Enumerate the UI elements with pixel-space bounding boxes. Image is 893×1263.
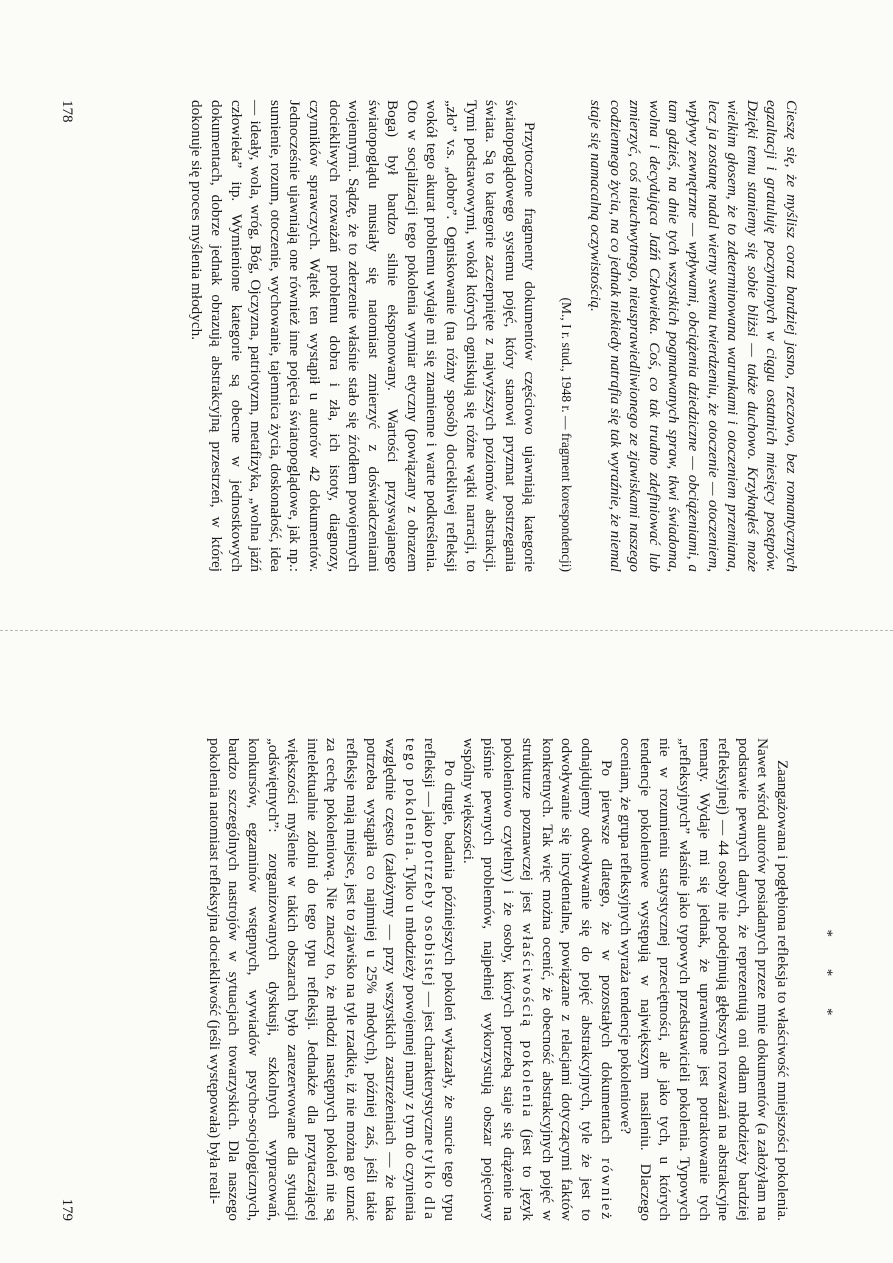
right-page-text bbox=[204, 738, 792, 1221]
paragraph-3-part-c: . Tylko u młodzieży powojennej mamy z tym do czynienia względnie często (założymy — przy wszystkich zastrzeżeniach — że taka potrzeba wystąpiła co najmniej u 25% młodych), później zaś, jeśli takie refleksje mają miejsce, jest to zjawisko na tyle rzadkie, iż nie można go uznać za cechę pokoleniową. Nie znaczy to, że młodzi następnych pokoleń nie są intelektualnie zdolni do tego typu refleksji. Jednakże dla przytaczającej większości myślenie w takich obszarach było zarezerwowane dla sytuacji „odświętnych”: zorganizowanych dyskusji, szkolnych wypracowań, konkursów, egzaminów wstępnych, wywiadów psycho-socjologicznych, bardzo szczególnych nastrojów w sytuacjach towarzyskich. Dla naszego pokolenia natomiast refleksyjna dociekliwość (jeśli występowała) była reali- bbox=[205, 738, 419, 1221]
quoted-letter: Cieszę się, że myślisz coraz bardziej jasno, rzeczowo, bez romantycznych egzaltacji i gratuluję poczynionych w ciągu ostatnich miesięcy postępów. Dzięki temu staniemy się sobie bliżsi — także duchowo. Krzyknąłeś może wielkim głosem, że to zdeterminowana warunkami i otoczeniem przemiana, lecz ja zostanę nadal wierny swemu twierdzeniu, że otoczenie — otoczeniem, wpływy zewnętrzne — wpływami, obciążenia dziedziczne — obciążeniami, a tam gdzieś, na dnie tych wszystkich pogmatwanych spraw, tkwi świadoma, wolna i decydująca Jaźń Człowieka. Coś, co tak trudno zdefiniować lub zmierzyć, coś nieuchwytnego, nieusprawiedliwionego ze zjawiskami naszego codziennego życia, na co jednak niekiedy natrafia się tak wyraźnie, że niemal staje się namacalną oczywistością. bbox=[587, 100, 800, 572]
emphasis-spaced: potrzeby osobistej bbox=[421, 840, 439, 988]
left-page-text bbox=[187, 100, 801, 572]
body-paragraph: Przytoczone fragmenty dokumentów częściowo ujawniają kategorie światopoglądowego systemu pojęć, który stanowi pryzmat postrzegania świata. Są to kategorie zaczerpnięte z najwyższych poziomów abstrakcji. Tymi podstawowymi, wokół których ogniskują się różne wątki narracji, to „zło” v.s. „dobro”. Ogniskowanie (na różny sposób) dociekliwej refleksji wokół tego akurat problemu wydaje mi się znamienne i warte podkreślenia. Oto w socjalizacji tego pokolenia wymiar etyczny (powiązany z obrazem Boga) był bardzo silnie eksponowany. Wartości przyswajanego światopoglądu musiały się natomiast zmierzyć z doświadczeniami wojennymi. Sądzę, że to zderzenie właśnie stało się źródłem powojennych dociekliwych rozważań problemu dobra i zła, ich istoty, diagnozy, czynników sprawczych. Wątek ten wystąpił u autorów 42 dokumentów. Jednocześnie ujawniają one również inne pojęcia światopoglądowe, jak np.: sumienie, rozum, otoczenie, wychowanie, tajemnica życia, doskonałość, idea — ideały, wola, wróg, Bóg, Ojczyzna, patriotyzm, metafizyka, „wolna jaźń człowieka” itp. Wymienione kategorie są obecne w jednostkowych dokumentach, dobrze jednak obrazują abstrakcyjną przestrzeń, w której dokonuje się proces myślenia młodych. bbox=[188, 100, 539, 572]
page-number-right: 179 bbox=[59, 1198, 75, 1221]
paragraph-3 bbox=[204, 738, 459, 1221]
emphasis-spaced: tylko dla tego pokolenia bbox=[401, 738, 439, 1221]
section-separator: * * * bbox=[819, 929, 835, 1030]
emphasis-spaced: również bbox=[597, 1158, 615, 1221]
emphasis-spaced: właściwością pokolenia bbox=[519, 923, 537, 1119]
paragraph-3-part-b: — jest charakterystyczne bbox=[421, 987, 439, 1150]
paragraph-3-part-a: Po drugie, badania późniejszych pokoleń wykazały, że snucie tego typu refleksji — jako bbox=[421, 738, 458, 1221]
right-page bbox=[0, 632, 893, 1263]
paragraph-2 bbox=[459, 738, 616, 1221]
paragraph-2-part-b: odnajdujemy odwoływanie się do pojęć abstrakcyjnych, tyle że jest to odwoływanie się incydentalne, powiązane z relacjami dotyczącymi faktów konkretnych. Tak więc można ocenić, że obecność abstrakcyjnych pojęć w strukturze poznawczej jest bbox=[519, 738, 596, 1221]
quote-citation: (M., I r. stud., 1948 r. — fragment korespondencji) bbox=[559, 297, 575, 572]
paragraph-2-part-a: Po pierwsze dlatego, że w pozostałych dokumentach bbox=[597, 760, 615, 1159]
page-number-left: 178 bbox=[59, 100, 75, 123]
paragraph-2-part-c: (jest to język pokoleniowo czytelny) i że osoby, których potrzebą staje się drążenie na piśmie pewnych problemów, najpełniej wykorzystują obszar pojęciowy wspólny większości. bbox=[460, 738, 537, 1221]
paragraph-1: Zaangażowana i pogłębiona refleksja to właściwość mniejszości pokolenia. Nawet wśród autorów posiadanych przeze mnie dokumentów (a założyłam na podstawie pewnych danych, że reprezentują oni odłam młodzieży bardziej refleksyjnej) — 44 osoby nie podejmują głębszych rozważań na abstrakcyjne tematy. Wydaje mi się jednak, że uprawnione jest potraktowanie tych „refleksyjnych” właśnie jako typowych przedstawicieli pokolenia. Typowych nie w rozumieniu statystycznej przeciętności, ale jako tych, u których tendencje pokoleniowe występują w największym nasileniu. Dlaczego oceniam, że grupa refleksyjnych wyraża tendencje pokoleniowe? bbox=[617, 738, 791, 1221]
left-page bbox=[0, 0, 893, 630]
